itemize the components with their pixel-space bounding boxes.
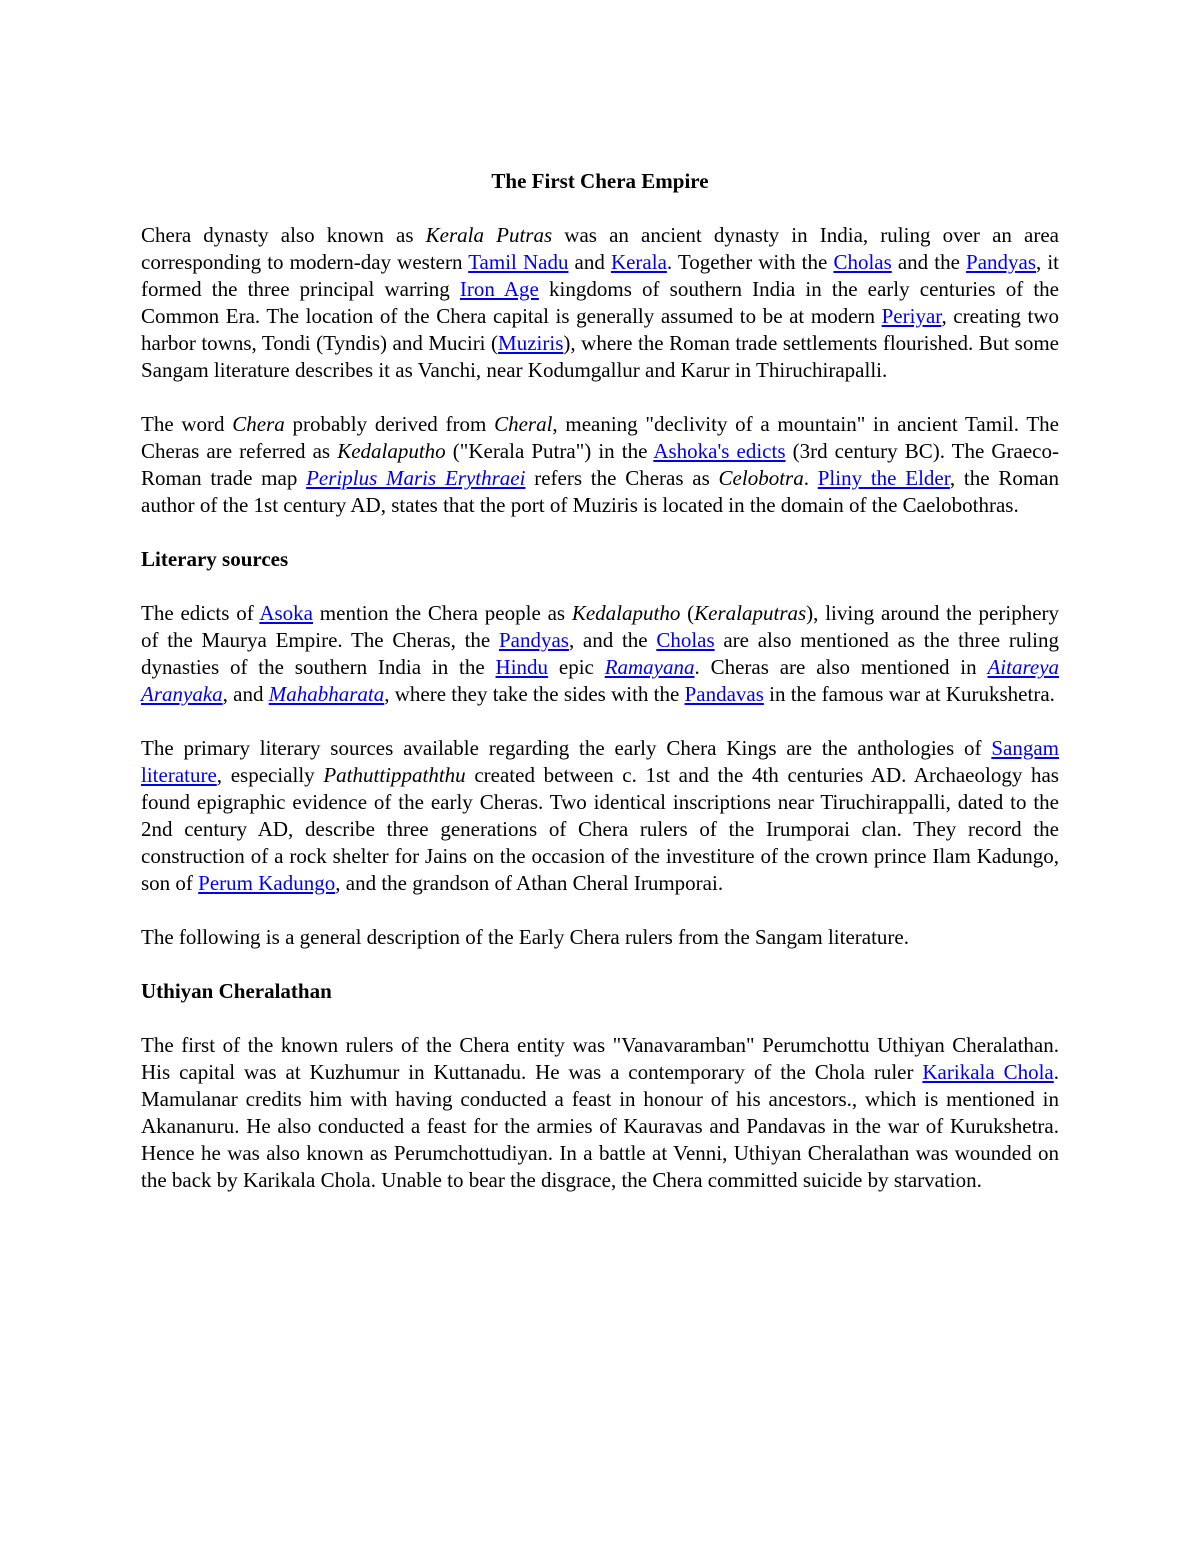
italic-term: Keralaputras: [694, 601, 807, 625]
text-run: , where they take the sides with the: [384, 682, 685, 706]
link-pandavas[interactable]: Pandavas: [684, 682, 764, 706]
link-pandyas[interactable]: Pandyas: [966, 250, 1037, 274]
link-ashokas-edicts[interactable]: Ashoka's edicts: [653, 439, 786, 463]
text-run: , and: [222, 682, 269, 706]
sangam-paragraph: [141, 735, 1059, 897]
text-run: , meaning "declivity of a mountain" in ancient Tamil. The Cheras are referred as: [141, 412, 1059, 463]
text-run: , creating two harbor towns, Tondi (Tyndis) and Muciri (: [141, 304, 1060, 355]
italic-term: Chera: [232, 412, 285, 436]
link-cholas[interactable]: Cholas: [656, 628, 715, 652]
link-pliny-the-elder[interactable]: Pliny the Elder: [817, 466, 950, 490]
italic-term: Kerala Putras: [425, 223, 553, 247]
link-periplus[interactable]: [306, 466, 525, 490]
italic-term: Cheral: [494, 412, 553, 436]
italic-term: Kedalaputho: [571, 601, 681, 625]
document-title: The First Chera Empire: [491, 169, 709, 193]
italic-link-text: Ramayana: [604, 655, 695, 679]
link-kerala[interactable]: Kerala: [610, 250, 667, 274]
text-run: (3rd century BC). The Graeco-Roman trade map: [141, 439, 1059, 490]
text-run: refers the Cheras as: [525, 466, 719, 490]
text-run: in the famous war at Kurukshetra.: [763, 682, 1055, 706]
link-pandyas[interactable]: Pandyas: [498, 628, 569, 652]
text-run: . Mamulanar credits him with having conducted a feast in honour of his ancestors., which is mentioned in Akananuru. He also conducted a feast for the armies of Kauravas and Pandavas in the war of Kurukshetra. Hence he was also known as Perumchottudiyan. In a battle at Venni, Uthiyan Cheralathan was wounded on the back by Karikala Chola. Unable to bear the disgrace, the Chera committed suicide by starvation.: [141, 1060, 1059, 1192]
italic-term: Kedalaputho: [337, 439, 446, 463]
text-run: (: [680, 601, 695, 625]
text-run: , the Roman author of the 1st century AD, states that the port of Muziris is located in the domain of the Caelobothras.: [141, 466, 1060, 517]
text-run: , and the: [568, 628, 657, 652]
text-run: ("Kerala Putra") in the: [445, 439, 654, 463]
link-mahabharata[interactable]: [269, 682, 385, 706]
link-ramayana[interactable]: [605, 655, 695, 679]
text-run: probably derived from: [284, 412, 495, 436]
document-page: [141, 168, 1059, 1221]
text-run: are also mentioned as the three ruling dynasties of the southern India in the: [141, 628, 1059, 679]
link-cholas[interactable]: Cholas: [833, 250, 892, 274]
text-run: created between c. 1st and the 4th centuries AD. Archaeology has found epigraphic evidence of the early Cheras. Two identical inscriptions near Tiruchirappalli, dated to the 2nd century AD, describe three generations of Chera rulers of the Irumporai clan. They record the construction of a rock shelter for Jains on the occasion of the investiture of the crown prince Ilam Kadungo, son of: [141, 763, 1059, 895]
uthiyan-paragraph: [141, 1032, 1059, 1194]
link-perum-kadungo[interactable]: Perum Kadungo: [198, 871, 336, 895]
link-hindu[interactable]: Hindu: [495, 655, 549, 679]
section-heading-uthiyan-cheralathan: Uthiyan Cheralathan: [141, 979, 332, 1003]
link-iron-age[interactable]: Iron Age: [459, 277, 539, 301]
text-run: and the: [891, 250, 967, 274]
section-heading-literary-sources: Literary sources: [141, 547, 289, 571]
italic-term: Pathuttippaththu: [323, 763, 466, 787]
text-run: .: [803, 466, 818, 490]
text-run: , especially: [216, 763, 324, 787]
text-run: . Cheras are also mentioned in: [694, 655, 988, 679]
link-periyar[interactable]: Periyar: [881, 304, 942, 328]
text-run: The word: [141, 412, 233, 436]
link-sangam-literature[interactable]: Sangam literature: [141, 736, 1059, 787]
text-run: ), where the Roman trade settlements flourished. But some Sangam literature describes it as Vanchi, near Kodumgallur and Karur in Thiruchirapalli.: [141, 331, 1059, 382]
italic-link-text: Periplus Maris Erythraei: [306, 466, 526, 490]
text-run: , and the grandson of Athan Cheral Irumporai.: [335, 871, 724, 895]
asoka-paragraph: [141, 600, 1059, 708]
text-run: epic: [548, 655, 605, 679]
text-run: , it formed the three principal warring: [141, 250, 1060, 301]
italic-link-text: Aitareya Aranyaka: [141, 655, 1060, 706]
text-run: mention the Chera people as: [313, 601, 572, 625]
text-run: was an ancient dynasty in India, ruling over an area corresponding to modern-day western: [141, 223, 1059, 274]
etymology-paragraph: [141, 411, 1059, 519]
text-run: kingdoms of southern India in the early centuries of the Common Era. The location of the Chera capital is generally assumed to be at modern: [141, 277, 1059, 328]
link-muziris[interactable]: Muziris: [498, 331, 564, 355]
text-run: The edicts of: [141, 601, 260, 625]
link-tamil-nadu[interactable]: Tamil Nadu: [468, 250, 569, 274]
text-run: . Together with the: [666, 250, 834, 274]
text-run: The first of the known rulers of the Chera entity was "Vanavaramban" Perumchottu Uthiyan Cheralathan. His capital was at Kuzhumur in Kuttanadu. He was a contemporary of the Chola ruler: [141, 1033, 1059, 1084]
intro-paragraph: [141, 222, 1059, 384]
text-run: Chera dynasty also known as: [141, 223, 426, 247]
link-asoka[interactable]: Asoka: [259, 601, 314, 625]
text-run: The primary literary sources available regarding the early Chera Kings are the anthologies of: [141, 736, 992, 760]
italic-term: Celobotra: [718, 466, 804, 490]
italic-link-text: Mahabharata: [268, 682, 385, 706]
text-run: ), living around the periphery of the Maurya Empire. The Cheras, the: [141, 601, 1060, 652]
link-karikala-chola[interactable]: Karikala Chola: [922, 1060, 1054, 1084]
general-description-paragraph: The following is a general description of the Early Chera rulers from the Sangam literature.: [141, 925, 909, 949]
text-run: and: [568, 250, 611, 274]
